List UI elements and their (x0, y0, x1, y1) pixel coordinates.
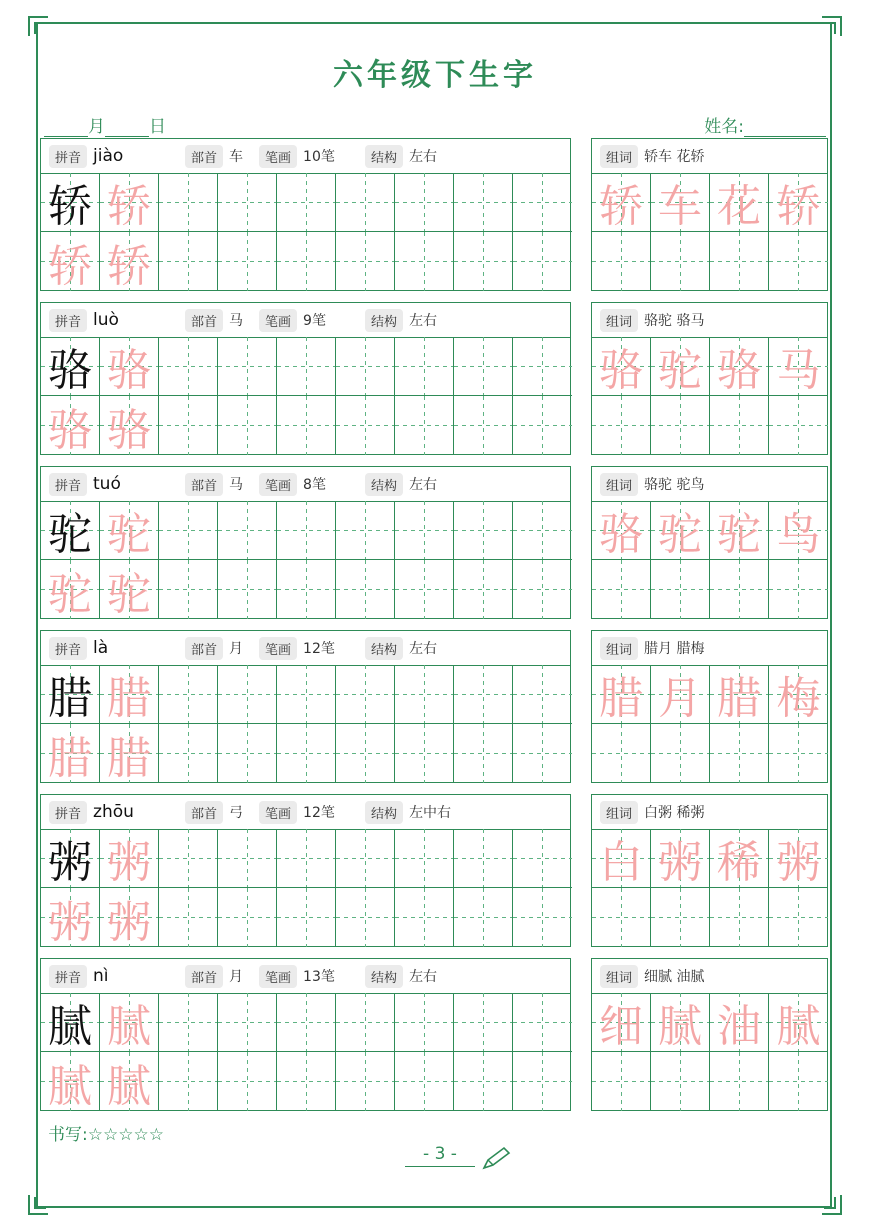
writing-cell[interactable] (454, 1052, 513, 1111)
strokes-tag: 笔画 (259, 309, 297, 332)
words-value: 轿车 花轿 (644, 149, 705, 165)
writing-cell[interactable] (218, 232, 277, 291)
tianzige-grid (41, 173, 572, 291)
corner-ornament (812, 1185, 842, 1215)
writing-cell[interactable] (513, 396, 572, 455)
writing-cell[interactable] (513, 501, 572, 560)
writing-cell[interactable] (277, 337, 336, 396)
words-header (592, 959, 827, 994)
char-section (40, 302, 828, 455)
writing-cell[interactable] (218, 173, 277, 232)
structure-value: 左右 (409, 969, 438, 985)
tianzige-grid (41, 337, 572, 455)
word-cell[interactable]: 马 (769, 337, 828, 396)
writing-rating (48, 1120, 164, 1145)
day-blank[interactable] (105, 118, 149, 137)
words-header (592, 139, 827, 174)
corner-ornament (812, 16, 842, 46)
structure-tag: 结构 (365, 965, 403, 988)
radical-value: 弓 (229, 805, 244, 821)
radical-tag: 部首 (185, 145, 223, 168)
words-value: 白粥 稀粥 (644, 805, 705, 821)
words-grid (592, 829, 828, 947)
writing-cell[interactable] (277, 1052, 336, 1111)
writing-cell[interactable]: 腻 (41, 993, 100, 1052)
writing-box (40, 958, 571, 1111)
writing-cell[interactable]: 腊 (100, 665, 159, 724)
pinyin-value: zhōu (93, 802, 134, 822)
name-line (704, 112, 826, 137)
writing-cell[interactable] (277, 173, 336, 232)
writing-label: 书写: (48, 1125, 88, 1145)
word-cell[interactable]: 车 (651, 173, 710, 232)
writing-cell[interactable]: 腻 (41, 1052, 100, 1111)
char-section (40, 794, 828, 947)
writing-box (40, 302, 571, 455)
radical-value: 马 (229, 477, 244, 493)
writing-cell[interactable]: 粥 (100, 829, 159, 888)
writing-cell[interactable] (395, 501, 454, 560)
writing-cell[interactable] (513, 1052, 572, 1111)
writing-cell[interactable] (454, 724, 513, 783)
writing-cell[interactable]: 腊 (100, 724, 159, 783)
words-header (592, 467, 827, 502)
writing-cell[interactable] (513, 173, 572, 232)
word-cell[interactable]: 白 (592, 829, 651, 888)
writing-cell[interactable] (277, 232, 336, 291)
month-blank[interactable] (44, 118, 88, 137)
writing-cell[interactable] (218, 396, 277, 455)
word-cell[interactable]: 花 (710, 173, 769, 232)
writing-cell[interactable] (395, 337, 454, 396)
tianzige-grid (41, 829, 572, 947)
pinyin-value: nì (93, 966, 109, 986)
radical-value: 车 (229, 149, 244, 165)
corner-ornament (28, 16, 58, 46)
writing-cell[interactable] (218, 1052, 277, 1111)
writing-cell[interactable]: 骆 (100, 396, 159, 455)
writing-cell[interactable] (159, 396, 218, 455)
words-value: 骆驼 骆马 (644, 313, 705, 329)
word-cell[interactable] (769, 232, 828, 291)
strokes-value: 12笔 (303, 805, 335, 821)
writing-cell[interactable] (336, 724, 395, 783)
writing-cell[interactable] (336, 560, 395, 619)
word-cell[interactable] (769, 560, 828, 619)
writing-cell[interactable] (395, 1052, 454, 1111)
words-grid (592, 665, 828, 783)
writing-cell[interactable] (277, 724, 336, 783)
writing-cell[interactable]: 粥 (41, 829, 100, 888)
radical-value: 马 (229, 313, 244, 329)
writing-cell[interactable]: 骆 (41, 396, 100, 455)
word-cell[interactable]: 轿 (769, 173, 828, 232)
writing-cell[interactable] (277, 560, 336, 619)
page-number: - 3 - (405, 1144, 475, 1167)
structure-value: 左右 (409, 641, 438, 657)
writing-cell[interactable] (454, 337, 513, 396)
word-cell[interactable]: 油 (710, 993, 769, 1052)
writing-cell[interactable] (454, 665, 513, 724)
words-box (591, 630, 828, 783)
writing-cell[interactable] (336, 396, 395, 455)
word-cell[interactable] (710, 724, 769, 783)
word-cell[interactable]: 骆 (592, 337, 651, 396)
writing-cell[interactable]: 驼 (100, 560, 159, 619)
writing-cell[interactable]: 轿 (41, 173, 100, 232)
writing-cell[interactable]: 骆 (41, 337, 100, 396)
pinyin-tag: 拼音 (49, 801, 87, 824)
words-value: 腊月 腊梅 (644, 641, 705, 657)
writing-cell[interactable] (218, 501, 277, 560)
char-info-header (41, 467, 570, 502)
writing-cell[interactable]: 轿 (100, 173, 159, 232)
pinyin-value: tuó (93, 474, 121, 494)
char-info-header (41, 303, 570, 338)
words-grid (592, 173, 828, 291)
word-cell[interactable] (710, 396, 769, 455)
char-info-header (41, 139, 570, 174)
char-info-header (41, 795, 570, 830)
strokes-tag: 笔画 (259, 145, 297, 168)
words-grid (592, 501, 828, 619)
writing-cell[interactable]: 轿 (41, 232, 100, 291)
words-header (592, 795, 827, 830)
writing-cell[interactable] (336, 829, 395, 888)
words-tag: 组词 (600, 637, 638, 660)
strokes-tag: 笔画 (259, 965, 297, 988)
writing-cell[interactable] (159, 232, 218, 291)
word-cell[interactable] (651, 232, 710, 291)
word-cell[interactable]: 腊 (592, 665, 651, 724)
strokes-value: 8笔 (303, 477, 326, 493)
writing-cell[interactable] (218, 337, 277, 396)
word-cell[interactable] (651, 1052, 710, 1111)
words-tag: 组词 (600, 965, 638, 988)
words-tag: 组词 (600, 473, 638, 496)
writing-cell[interactable]: 粥 (100, 888, 159, 947)
writing-box (40, 630, 571, 783)
writing-cell[interactable]: 腻 (100, 1052, 159, 1111)
words-tag: 组词 (600, 145, 638, 168)
word-cell[interactable] (592, 396, 651, 455)
writing-cell[interactable] (277, 501, 336, 560)
writing-cell[interactable] (336, 993, 395, 1052)
pinyin-tag: 拼音 (49, 309, 87, 332)
word-cell[interactable]: 驼 (651, 501, 710, 560)
structure-value: 左右 (409, 149, 438, 165)
writing-cell[interactable]: 粥 (41, 888, 100, 947)
radical-tag: 部首 (185, 473, 223, 496)
writing-cell[interactable] (454, 501, 513, 560)
radical-value: 月 (229, 969, 244, 985)
writing-cell[interactable] (159, 993, 218, 1052)
writing-cell[interactable] (336, 888, 395, 947)
writing-cell[interactable] (395, 560, 454, 619)
word-cell[interactable] (710, 888, 769, 947)
writing-cell[interactable] (454, 829, 513, 888)
writing-cell[interactable] (513, 560, 572, 619)
word-cell[interactable]: 鸟 (769, 501, 828, 560)
writing-cell[interactable] (277, 888, 336, 947)
writing-cell[interactable] (218, 724, 277, 783)
writing-cell[interactable] (513, 232, 572, 291)
writing-cell[interactable] (513, 993, 572, 1052)
writing-cell[interactable] (395, 993, 454, 1052)
word-cell[interactable]: 月 (651, 665, 710, 724)
char-section (40, 958, 828, 1111)
word-cell[interactable]: 骆 (710, 337, 769, 396)
writing-cell[interactable] (395, 173, 454, 232)
writing-cell[interactable] (395, 829, 454, 888)
radical-tag: 部首 (185, 801, 223, 824)
words-box (591, 138, 828, 291)
structure-tag: 结构 (365, 309, 403, 332)
tianzige-grid (41, 665, 572, 783)
writing-cell[interactable] (395, 724, 454, 783)
words-grid (592, 993, 828, 1111)
pinyin-value: luò (93, 310, 119, 330)
pinyin-tag: 拼音 (49, 637, 87, 660)
word-cell[interactable]: 腊 (710, 665, 769, 724)
writing-cell[interactable] (159, 1052, 218, 1111)
words-grid (592, 337, 828, 455)
word-cell[interactable]: 稀 (710, 829, 769, 888)
strokes-tag: 笔画 (259, 637, 297, 660)
writing-cell[interactable] (513, 829, 572, 888)
rating-stars[interactable]: ☆☆☆☆☆ (87, 1125, 164, 1145)
word-cell[interactable]: 粥 (769, 829, 828, 888)
word-cell[interactable]: 骆 (592, 501, 651, 560)
char-section (40, 630, 828, 783)
writing-cell[interactable] (395, 888, 454, 947)
writing-cell[interactable] (159, 337, 218, 396)
word-cell[interactable]: 梅 (769, 665, 828, 724)
word-cell[interactable] (710, 560, 769, 619)
writing-cell[interactable]: 骆 (100, 337, 159, 396)
char-section (40, 138, 828, 291)
structure-tag: 结构 (365, 637, 403, 660)
word-cell[interactable] (592, 560, 651, 619)
word-cell[interactable]: 驼 (710, 501, 769, 560)
writing-cell[interactable] (513, 724, 572, 783)
word-cell[interactable] (769, 724, 828, 783)
structure-value: 左中右 (409, 805, 452, 821)
writing-cell[interactable] (336, 173, 395, 232)
strokes-value: 12笔 (303, 641, 335, 657)
word-cell[interactable] (769, 1052, 828, 1111)
writing-cell[interactable] (277, 829, 336, 888)
word-cell[interactable]: 粥 (651, 829, 710, 888)
word-cell[interactable] (769, 396, 828, 455)
writing-cell[interactable] (336, 665, 395, 724)
writing-cell[interactable]: 驼 (41, 560, 100, 619)
writing-cell[interactable] (159, 501, 218, 560)
structure-value: 左右 (409, 477, 438, 493)
writing-cell[interactable]: 驼 (100, 501, 159, 560)
writing-cell[interactable] (218, 560, 277, 619)
words-box (591, 794, 828, 947)
writing-cell[interactable]: 腊 (41, 724, 100, 783)
writing-cell[interactable] (395, 396, 454, 455)
structure-tag: 结构 (365, 473, 403, 496)
words-box (591, 466, 828, 619)
writing-cell[interactable] (159, 724, 218, 783)
word-cell[interactable] (592, 724, 651, 783)
pinyin-tag: 拼音 (49, 145, 87, 168)
writing-cell[interactable] (218, 665, 277, 724)
word-cell[interactable]: 腻 (651, 993, 710, 1052)
writing-cell[interactable] (159, 888, 218, 947)
word-cell[interactable] (651, 396, 710, 455)
strokes-value: 13笔 (303, 969, 335, 985)
writing-cell[interactable] (277, 993, 336, 1052)
writing-cell[interactable] (454, 396, 513, 455)
writing-cell[interactable] (395, 232, 454, 291)
writing-cell[interactable] (336, 232, 395, 291)
writing-cell[interactable] (336, 1052, 395, 1111)
words-box (591, 302, 828, 455)
word-cell[interactable] (710, 1052, 769, 1111)
pinyin-tag: 拼音 (49, 965, 87, 988)
name-label: 姓名: (704, 117, 744, 137)
strokes-value: 9笔 (303, 313, 326, 329)
writing-cell[interactable] (454, 232, 513, 291)
structure-value: 左右 (409, 313, 438, 329)
writing-cell[interactable]: 轿 (100, 232, 159, 291)
day-label: 日 (149, 117, 166, 137)
word-cell[interactable] (651, 888, 710, 947)
name-blank[interactable] (744, 118, 826, 137)
radical-tag: 部首 (185, 637, 223, 660)
words-tag: 组词 (600, 309, 638, 332)
writing-cell[interactable]: 腊 (41, 665, 100, 724)
word-cell[interactable]: 腻 (769, 993, 828, 1052)
structure-tag: 结构 (365, 801, 403, 824)
writing-cell[interactable]: 腻 (100, 993, 159, 1052)
date-line (44, 112, 166, 137)
word-cell[interactable] (592, 888, 651, 947)
word-cell[interactable]: 驼 (651, 337, 710, 396)
word-cell[interactable] (769, 888, 828, 947)
tianzige-grid (41, 501, 572, 619)
radical-tag: 部首 (185, 965, 223, 988)
writing-cell[interactable] (513, 665, 572, 724)
word-cell[interactable] (651, 560, 710, 619)
char-info-header (41, 631, 570, 666)
char-section (40, 466, 828, 619)
strokes-value: 10笔 (303, 149, 335, 165)
words-value: 骆驼 驼鸟 (644, 477, 705, 493)
writing-cell[interactable] (336, 501, 395, 560)
writing-cell[interactable] (159, 665, 218, 724)
word-cell[interactable] (592, 1052, 651, 1111)
writing-cell[interactable] (454, 888, 513, 947)
word-cell[interactable] (592, 232, 651, 291)
words-header (592, 631, 827, 666)
writing-cell[interactable] (277, 396, 336, 455)
radical-value: 月 (229, 641, 244, 657)
writing-cell[interactable] (395, 665, 454, 724)
writing-cell[interactable] (513, 888, 572, 947)
tianzige-grid (41, 993, 572, 1111)
writing-cell[interactable] (454, 173, 513, 232)
radical-tag: 部首 (185, 309, 223, 332)
pinyin-value: jiào (93, 146, 124, 166)
writing-cell[interactable] (454, 993, 513, 1052)
writing-cell[interactable] (513, 337, 572, 396)
writing-cell[interactable] (336, 337, 395, 396)
writing-box (40, 466, 571, 619)
word-cell[interactable]: 轿 (592, 173, 651, 232)
writing-box (40, 138, 571, 291)
month-label: 月 (88, 117, 105, 137)
strokes-tag: 笔画 (259, 801, 297, 824)
writing-cell[interactable] (218, 829, 277, 888)
writing-cell[interactable] (159, 829, 218, 888)
word-cell[interactable] (710, 232, 769, 291)
writing-cell[interactable] (277, 665, 336, 724)
pencil-icon (480, 1146, 512, 1172)
words-box (591, 958, 828, 1111)
words-value: 细腻 油腻 (644, 969, 705, 985)
writing-cell[interactable] (218, 888, 277, 947)
words-tag: 组词 (600, 801, 638, 824)
corner-ornament (28, 1185, 58, 1215)
pinyin-tag: 拼音 (49, 473, 87, 496)
writing-cell[interactable]: 驼 (41, 501, 100, 560)
char-info-header (41, 959, 570, 994)
writing-cell[interactable] (159, 173, 218, 232)
writing-box (40, 794, 571, 947)
writing-cell[interactable] (159, 560, 218, 619)
writing-cell[interactable] (454, 560, 513, 619)
structure-tag: 结构 (365, 145, 403, 168)
page-title: 六年级下生字 (333, 58, 537, 93)
word-cell[interactable]: 细 (592, 993, 651, 1052)
word-cell[interactable] (651, 724, 710, 783)
words-header (592, 303, 827, 338)
writing-cell[interactable] (218, 993, 277, 1052)
pinyin-value: là (93, 638, 109, 658)
strokes-tag: 笔画 (259, 473, 297, 496)
